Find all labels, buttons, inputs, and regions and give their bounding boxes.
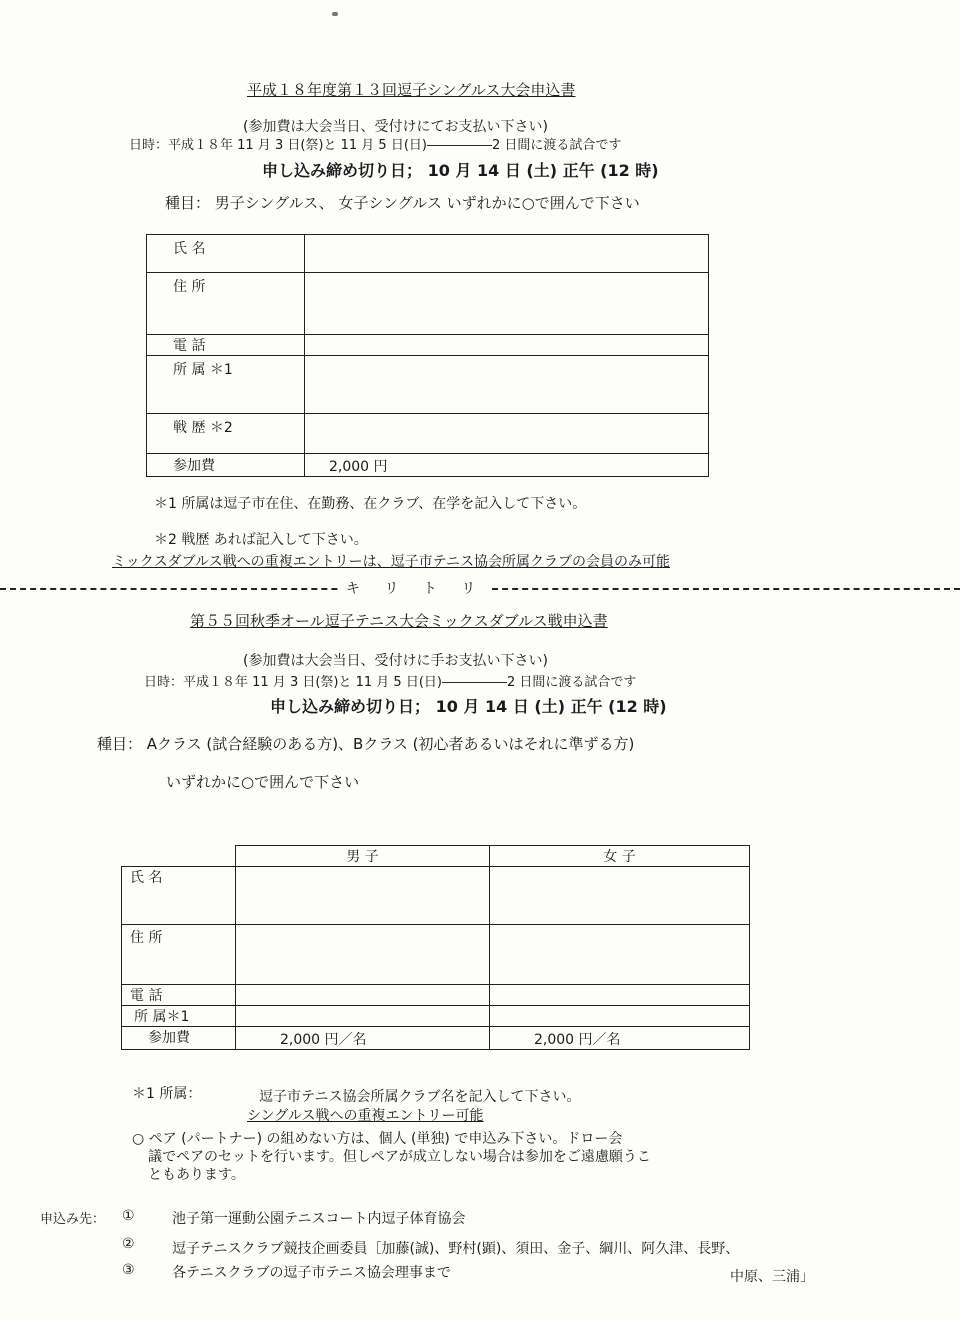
- section2-deadline: 申し込み締め切り日； 10 月 14 日 (土) 正午 (12 時): [270, 697, 667, 716]
- field-affiliation-female[interactable]: [490, 1006, 750, 1027]
- form-header-row: [122, 846, 750, 867]
- label-name: 氏 名: [147, 235, 305, 273]
- label-fee: 参加費: [147, 454, 305, 477]
- form-row-record: [147, 414, 709, 454]
- section2-note1-body: 逗子市テニス協会所属クラブ名を記入して下さい。: [259, 1089, 581, 1105]
- field-phone[interactable]: [305, 335, 709, 356]
- label-phone: 電 話: [122, 985, 236, 1006]
- field-name-male[interactable]: [236, 867, 490, 925]
- scan-speck: [332, 12, 338, 16]
- form-row-fee: [147, 454, 709, 477]
- header-blank-cell: [122, 846, 236, 867]
- label-phone: 電 話: [147, 335, 305, 356]
- section1-deadline: 申し込み締め切り日； 10 月 14 日 (土) 正午 (12 時): [262, 161, 659, 180]
- apply-item-2-num: ②: [122, 1236, 135, 1252]
- section2-entry-form: [121, 845, 750, 1050]
- field-name-female[interactable]: [490, 867, 750, 925]
- section2-note1-head: ＊1 所属：: [132, 1086, 202, 1102]
- field-phone-male[interactable]: [236, 985, 490, 1006]
- cut-line-label: キ リ ト リ: [340, 578, 491, 598]
- label-address: 住 所: [147, 273, 305, 335]
- section1-event-line: 種目： 男子シングルス、 女子シングルス いずれかに○で囲んで下さい: [165, 194, 640, 212]
- label-fee: 参加費: [122, 1027, 236, 1050]
- field-record[interactable]: [305, 414, 709, 454]
- form-row-affiliation: [122, 1006, 750, 1027]
- form-row-name: [147, 235, 709, 273]
- apply-item-1-num: ①: [122, 1208, 135, 1224]
- field-fee-male: 2,000 円／名: [236, 1027, 490, 1050]
- label-affiliation: 所 属＊1: [122, 1006, 236, 1027]
- section2-note1-handwritten: シングルス戦への重複エントリー可能: [247, 1108, 484, 1124]
- section1-note2: ＊2 戦歴 あれば記入して下さい。: [154, 532, 368, 548]
- apply-item-3-text: 各テニスクラブの逗子市テニス協会理事まで: [172, 1265, 451, 1281]
- field-phone-female[interactable]: [490, 985, 750, 1006]
- form-row-affiliation: [147, 356, 709, 414]
- label-record: 戦 歴 ＊2: [147, 414, 305, 454]
- section1-title: 平成１８年度第１３回逗子シングルス大会申込書: [247, 81, 576, 99]
- form-row-fee: [122, 1027, 750, 1050]
- field-affiliation[interactable]: [305, 356, 709, 414]
- section1-handwritten-note: ミックスダブルス戦への重複エントリーは、逗子市テニス協会所属クラブの会員のみ可能: [112, 554, 671, 570]
- section1-entry-form: [146, 234, 709, 477]
- field-address-female[interactable]: [490, 925, 750, 985]
- apply-item-2-text: 逗子テニスクラブ競技企画委員［加藤(誠)、野村(顕)、須田、金子、綱川、阿久津、長野、: [172, 1241, 740, 1257]
- form-row-address: [147, 273, 709, 335]
- label-affiliation: 所 属 ＊1: [147, 356, 305, 414]
- field-address[interactable]: [305, 273, 709, 335]
- apply-item-3-num: ③: [122, 1262, 135, 1278]
- section2-pair-note-3: ともあります。: [148, 1167, 245, 1183]
- section2-fee-note: (参加費は大会当日、受付けに手お支払い下さい): [243, 653, 548, 669]
- field-fee: 2,000 円: [305, 454, 709, 477]
- field-address-male[interactable]: [236, 925, 490, 985]
- form-row-name: [122, 867, 750, 925]
- apply-tail: 中原、三浦」: [730, 1269, 814, 1285]
- section2-pair-note-1: ○ ペア (パートナー) の組めない方は、個人 (単独) で申込み下さい。ドロー会: [132, 1131, 623, 1147]
- form-row-address: [122, 925, 750, 985]
- form-row-phone: [147, 335, 709, 356]
- section1-fee-note: (参加費は大会当日、受付けにてお支払い下さい): [243, 119, 548, 135]
- section2-title: 第５５回秋季オール逗子テニス大会ミックスダブルス戦申込書: [190, 612, 608, 630]
- form-row-phone: [122, 985, 750, 1006]
- field-affiliation-male[interactable]: [236, 1006, 490, 1027]
- section2-event-line2: いずれかに○で囲んで下さい: [166, 773, 360, 791]
- field-fee-female: 2,000 円／名: [490, 1027, 750, 1050]
- apply-item-1-text: 池子第一運動公園テニスコート内逗子体育協会: [172, 1211, 466, 1227]
- label-name: 氏 名: [122, 867, 236, 925]
- section1-note1: ＊1 所属は逗子市在住、在勤務、在クラブ、在学を記入して下さい。: [154, 496, 587, 512]
- apply-head: 申込み先：: [40, 1212, 106, 1227]
- section2-pair-note-2: 議でペアのセットを行います。但しペアが成立しない場合は参加をご遠慮願うこ: [148, 1149, 651, 1165]
- section2-date-line: 日時：平成１８年 11 月 3 日(祭)と 11 月 5 日(日)―――――2 日間に渡る試合です: [144, 675, 637, 690]
- header-male: 男 子: [236, 846, 490, 867]
- section2-event-line: 種目： Aクラス (試合経験のある方)、Bクラス (初心者あるいはそれに準ずる方): [97, 735, 635, 753]
- header-female: 女 子: [490, 846, 750, 867]
- field-name[interactable]: [305, 235, 709, 273]
- label-address: 住 所: [122, 925, 236, 985]
- section1-date-line: 日時：平成１８年 11 月 3 日(祭)と 11 月 5 日(日)―――――2 日間に渡る試合です: [129, 138, 622, 153]
